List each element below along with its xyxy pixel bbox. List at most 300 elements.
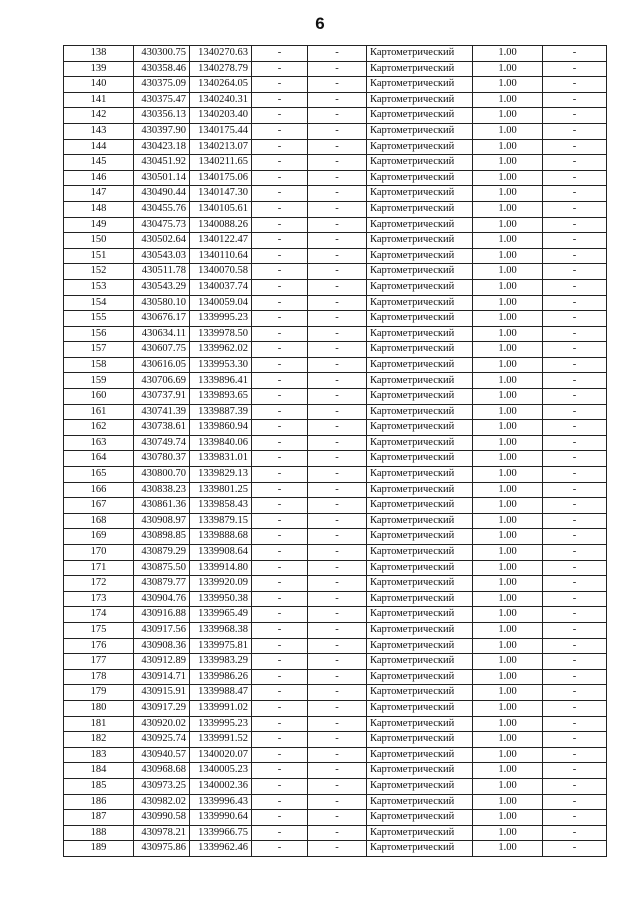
method-cell: Картометрический	[367, 545, 473, 561]
note-cell: -	[543, 576, 607, 592]
note-cell: -	[543, 763, 607, 779]
accuracy-cell: 1.00	[473, 732, 543, 748]
point-number-cell: 145	[64, 155, 134, 171]
y-coordinate-cell: 1340105.61	[190, 201, 252, 217]
dash-cell-2: -	[308, 201, 367, 217]
x-coordinate-cell: 430397.90	[134, 123, 190, 139]
x-coordinate-cell: 430780.37	[134, 451, 190, 467]
point-number-cell: 177	[64, 654, 134, 670]
dash-cell-1: -	[252, 747, 308, 763]
y-coordinate-cell: 1340070.58	[190, 264, 252, 280]
accuracy-cell: 1.00	[473, 264, 543, 280]
note-cell: -	[543, 279, 607, 295]
dash-cell-1: -	[252, 498, 308, 514]
dash-cell-2: -	[308, 482, 367, 498]
y-coordinate-cell: 1340211.65	[190, 155, 252, 171]
accuracy-cell: 1.00	[473, 92, 543, 108]
dash-cell-2: -	[308, 435, 367, 451]
y-coordinate-cell: 1339953.30	[190, 357, 252, 373]
accuracy-cell: 1.00	[473, 607, 543, 623]
x-coordinate-cell: 430990.58	[134, 810, 190, 826]
x-coordinate-cell: 430861.36	[134, 498, 190, 514]
point-number-cell: 186	[64, 794, 134, 810]
dash-cell-2: -	[308, 233, 367, 249]
method-cell: Картометрический	[367, 841, 473, 857]
note-cell: -	[543, 545, 607, 561]
page-number: 6	[315, 14, 325, 33]
accuracy-cell: 1.00	[473, 295, 543, 311]
point-number-cell: 155	[64, 311, 134, 327]
note-cell: -	[543, 451, 607, 467]
method-cell: Картометрический	[367, 622, 473, 638]
method-cell: Картометрический	[367, 155, 473, 171]
method-cell: Картометрический	[367, 763, 473, 779]
point-number-cell: 185	[64, 778, 134, 794]
accuracy-cell: 1.00	[473, 170, 543, 186]
x-coordinate-cell: 430800.70	[134, 467, 190, 483]
accuracy-cell: 1.00	[473, 560, 543, 576]
accuracy-cell: 1.00	[473, 482, 543, 498]
dash-cell-2: -	[308, 591, 367, 607]
note-cell: -	[543, 389, 607, 405]
dash-cell-2: -	[308, 810, 367, 826]
x-coordinate-cell: 430904.76	[134, 591, 190, 607]
table-row	[64, 326, 607, 342]
table-row	[64, 123, 607, 139]
accuracy-cell: 1.00	[473, 108, 543, 124]
table-row	[64, 92, 607, 108]
x-coordinate-cell: 430914.71	[134, 669, 190, 685]
dash-cell-1: -	[252, 248, 308, 264]
dash-cell-1: -	[252, 560, 308, 576]
y-coordinate-cell: 1339896.41	[190, 373, 252, 389]
dash-cell-2: -	[308, 825, 367, 841]
point-number-cell: 187	[64, 810, 134, 826]
method-cell: Картометрический	[367, 700, 473, 716]
x-coordinate-cell: 430375.47	[134, 92, 190, 108]
y-coordinate-cell: 1339858.43	[190, 498, 252, 514]
x-coordinate-cell: 430875.50	[134, 560, 190, 576]
y-coordinate-cell: 1340270.63	[190, 46, 252, 62]
x-coordinate-cell: 430607.75	[134, 342, 190, 358]
method-cell: Картометрический	[367, 638, 473, 654]
dash-cell-2: -	[308, 747, 367, 763]
x-coordinate-cell: 430879.77	[134, 576, 190, 592]
y-coordinate-cell: 1339983.29	[190, 654, 252, 670]
table-row	[64, 217, 607, 233]
y-coordinate-cell: 1339995.23	[190, 311, 252, 327]
x-coordinate-cell: 430982.02	[134, 794, 190, 810]
y-coordinate-cell: 1339887.39	[190, 404, 252, 420]
dash-cell-2: -	[308, 46, 367, 62]
accuracy-cell: 1.00	[473, 451, 543, 467]
accuracy-cell: 1.00	[473, 467, 543, 483]
note-cell: -	[543, 108, 607, 124]
dash-cell-2: -	[308, 373, 367, 389]
dash-cell-1: -	[252, 311, 308, 327]
y-coordinate-cell: 1340020.07	[190, 747, 252, 763]
table-row	[64, 342, 607, 358]
x-coordinate-cell: 430973.25	[134, 778, 190, 794]
x-coordinate-cell: 430879.29	[134, 545, 190, 561]
point-number-cell: 164	[64, 451, 134, 467]
accuracy-cell: 1.00	[473, 700, 543, 716]
note-cell: -	[543, 700, 607, 716]
x-coordinate-cell: 430917.29	[134, 700, 190, 716]
x-coordinate-cell: 430300.75	[134, 46, 190, 62]
table-row	[64, 622, 607, 638]
note-cell: -	[543, 778, 607, 794]
accuracy-cell: 1.00	[473, 420, 543, 436]
dash-cell-2: -	[308, 654, 367, 670]
dash-cell-1: -	[252, 389, 308, 405]
table-row	[64, 716, 607, 732]
x-coordinate-cell: 430423.18	[134, 139, 190, 155]
note-cell: -	[543, 357, 607, 373]
dash-cell-1: -	[252, 513, 308, 529]
point-number-cell: 175	[64, 622, 134, 638]
note-cell: -	[543, 233, 607, 249]
method-cell: Картометрический	[367, 233, 473, 249]
accuracy-cell: 1.00	[473, 201, 543, 217]
y-coordinate-cell: 1339991.52	[190, 732, 252, 748]
accuracy-cell: 1.00	[473, 279, 543, 295]
note-cell: -	[543, 513, 607, 529]
method-cell: Картометрический	[367, 482, 473, 498]
method-cell: Картометрический	[367, 217, 473, 233]
accuracy-cell: 1.00	[473, 435, 543, 451]
point-number-cell: 163	[64, 435, 134, 451]
point-number-cell: 161	[64, 404, 134, 420]
dash-cell-2: -	[308, 77, 367, 93]
table-row	[64, 108, 607, 124]
x-coordinate-cell: 430634.11	[134, 326, 190, 342]
table-row	[64, 264, 607, 280]
x-coordinate-cell: 430543.29	[134, 279, 190, 295]
dash-cell-1: -	[252, 201, 308, 217]
dash-cell-1: -	[252, 420, 308, 436]
dash-cell-1: -	[252, 654, 308, 670]
note-cell: -	[543, 248, 607, 264]
x-coordinate-cell: 430543.03	[134, 248, 190, 264]
method-cell: Картометрический	[367, 279, 473, 295]
method-cell: Картометрический	[367, 92, 473, 108]
y-coordinate-cell: 1339966.75	[190, 825, 252, 841]
dash-cell-1: -	[252, 545, 308, 561]
point-number-cell: 152	[64, 264, 134, 280]
table-row	[64, 732, 607, 748]
coordinates-table	[63, 45, 607, 857]
method-cell: Картометрический	[367, 716, 473, 732]
point-number-cell: 172	[64, 576, 134, 592]
x-coordinate-cell: 430741.39	[134, 404, 190, 420]
y-coordinate-cell: 1339968.38	[190, 622, 252, 638]
note-cell: -	[543, 482, 607, 498]
y-coordinate-cell: 1340264.05	[190, 77, 252, 93]
method-cell: Картометрический	[367, 435, 473, 451]
method-cell: Картометрический	[367, 373, 473, 389]
table-row	[64, 467, 607, 483]
table-row	[64, 841, 607, 857]
point-number-cell: 147	[64, 186, 134, 202]
y-coordinate-cell: 1339829.13	[190, 467, 252, 483]
method-cell: Картометрический	[367, 123, 473, 139]
method-cell: Картометрический	[367, 108, 473, 124]
table-row	[64, 591, 607, 607]
table-row	[64, 279, 607, 295]
method-cell: Картометрический	[367, 794, 473, 810]
method-cell: Картометрический	[367, 747, 473, 763]
table-row	[64, 669, 607, 685]
x-coordinate-cell: 430455.76	[134, 201, 190, 217]
table-row	[64, 435, 607, 451]
table-row	[64, 77, 607, 93]
note-cell: -	[543, 373, 607, 389]
accuracy-cell: 1.00	[473, 763, 543, 779]
table-row	[64, 373, 607, 389]
y-coordinate-cell: 1340037.74	[190, 279, 252, 295]
dash-cell-1: -	[252, 482, 308, 498]
dash-cell-1: -	[252, 810, 308, 826]
table-row	[64, 295, 607, 311]
dash-cell-1: -	[252, 373, 308, 389]
x-coordinate-cell: 430490.44	[134, 186, 190, 202]
dash-cell-1: -	[252, 825, 308, 841]
point-number-cell: 154	[64, 295, 134, 311]
note-cell: -	[543, 498, 607, 514]
accuracy-cell: 1.00	[473, 545, 543, 561]
x-coordinate-cell: 430580.10	[134, 295, 190, 311]
point-number-cell: 173	[64, 591, 134, 607]
dash-cell-2: -	[308, 311, 367, 327]
method-cell: Картометрический	[367, 825, 473, 841]
point-number-cell: 169	[64, 529, 134, 545]
y-coordinate-cell: 1339996.43	[190, 794, 252, 810]
x-coordinate-cell: 430475.73	[134, 217, 190, 233]
method-cell: Картометрический	[367, 451, 473, 467]
dash-cell-2: -	[308, 155, 367, 171]
table-row	[64, 810, 607, 826]
y-coordinate-cell: 1340240.31	[190, 92, 252, 108]
y-coordinate-cell: 1340110.64	[190, 248, 252, 264]
dash-cell-2: -	[308, 108, 367, 124]
method-cell: Картометрический	[367, 295, 473, 311]
table-row	[64, 513, 607, 529]
dash-cell-2: -	[308, 357, 367, 373]
point-number-cell: 138	[64, 46, 134, 62]
accuracy-cell: 1.00	[473, 389, 543, 405]
method-cell: Картометрический	[367, 685, 473, 701]
accuracy-cell: 1.00	[473, 233, 543, 249]
y-coordinate-cell: 1339986.26	[190, 669, 252, 685]
dash-cell-2: -	[308, 451, 367, 467]
dash-cell-1: -	[252, 92, 308, 108]
method-cell: Картометрический	[367, 264, 473, 280]
accuracy-cell: 1.00	[473, 794, 543, 810]
dash-cell-2: -	[308, 669, 367, 685]
method-cell: Картометрический	[367, 61, 473, 77]
dash-cell-1: -	[252, 607, 308, 623]
point-number-cell: 151	[64, 248, 134, 264]
dash-cell-1: -	[252, 77, 308, 93]
dash-cell-2: -	[308, 61, 367, 77]
dash-cell-2: -	[308, 264, 367, 280]
x-coordinate-cell: 430978.21	[134, 825, 190, 841]
accuracy-cell: 1.00	[473, 186, 543, 202]
dash-cell-1: -	[252, 46, 308, 62]
y-coordinate-cell: 1339991.02	[190, 700, 252, 716]
table-row	[64, 747, 607, 763]
dash-cell-2: -	[308, 279, 367, 295]
y-coordinate-cell: 1339962.46	[190, 841, 252, 857]
accuracy-cell: 1.00	[473, 46, 543, 62]
accuracy-cell: 1.00	[473, 841, 543, 857]
note-cell: -	[543, 435, 607, 451]
table-row	[64, 825, 607, 841]
dash-cell-2: -	[308, 716, 367, 732]
y-coordinate-cell: 1340147.30	[190, 186, 252, 202]
dash-cell-1: -	[252, 763, 308, 779]
y-coordinate-cell: 1339840.06	[190, 435, 252, 451]
table-row	[64, 46, 607, 62]
x-coordinate-cell: 430511.78	[134, 264, 190, 280]
x-coordinate-cell: 430501.14	[134, 170, 190, 186]
note-cell: -	[543, 404, 607, 420]
y-coordinate-cell: 1340088.26	[190, 217, 252, 233]
dash-cell-2: -	[308, 123, 367, 139]
method-cell: Картометрический	[367, 186, 473, 202]
accuracy-cell: 1.00	[473, 404, 543, 420]
note-cell: -	[543, 467, 607, 483]
y-coordinate-cell: 1339914.80	[190, 560, 252, 576]
y-coordinate-cell: 1340122.47	[190, 233, 252, 249]
accuracy-cell: 1.00	[473, 825, 543, 841]
point-number-cell: 160	[64, 389, 134, 405]
method-cell: Картометрический	[367, 467, 473, 483]
x-coordinate-cell: 430738.61	[134, 420, 190, 436]
dash-cell-1: -	[252, 357, 308, 373]
point-number-cell: 162	[64, 420, 134, 436]
table-row	[64, 139, 607, 155]
dash-cell-2: -	[308, 389, 367, 405]
accuracy-cell: 1.00	[473, 622, 543, 638]
table-row	[64, 170, 607, 186]
point-number-cell: 144	[64, 139, 134, 155]
note-cell: -	[543, 669, 607, 685]
method-cell: Картометрический	[367, 576, 473, 592]
dash-cell-1: -	[252, 155, 308, 171]
x-coordinate-cell: 430749.74	[134, 435, 190, 451]
note-cell: -	[543, 217, 607, 233]
note-cell: -	[543, 685, 607, 701]
method-cell: Картометрический	[367, 669, 473, 685]
table-row	[64, 685, 607, 701]
note-cell: -	[543, 139, 607, 155]
dash-cell-1: -	[252, 170, 308, 186]
dash-cell-1: -	[252, 451, 308, 467]
y-coordinate-cell: 1340175.06	[190, 170, 252, 186]
y-coordinate-cell: 1339920.09	[190, 576, 252, 592]
dash-cell-1: -	[252, 716, 308, 732]
point-number-cell: 158	[64, 357, 134, 373]
note-cell: -	[543, 186, 607, 202]
note-cell: -	[543, 654, 607, 670]
dash-cell-2: -	[308, 576, 367, 592]
dash-cell-2: -	[308, 794, 367, 810]
y-coordinate-cell: 1339990.64	[190, 810, 252, 826]
accuracy-cell: 1.00	[473, 217, 543, 233]
accuracy-cell: 1.00	[473, 139, 543, 155]
dash-cell-2: -	[308, 685, 367, 701]
dash-cell-2: -	[308, 763, 367, 779]
method-cell: Картометрический	[367, 389, 473, 405]
accuracy-cell: 1.00	[473, 155, 543, 171]
y-coordinate-cell: 1340005.23	[190, 763, 252, 779]
y-coordinate-cell: 1339962.02	[190, 342, 252, 358]
x-coordinate-cell: 430375.09	[134, 77, 190, 93]
method-cell: Картометрический	[367, 326, 473, 342]
point-number-cell: 179	[64, 685, 134, 701]
table-row	[64, 576, 607, 592]
table-row	[64, 201, 607, 217]
point-number-cell: 153	[64, 279, 134, 295]
point-number-cell: 174	[64, 607, 134, 623]
method-cell: Картометрический	[367, 498, 473, 514]
point-number-cell: 168	[64, 513, 134, 529]
x-coordinate-cell: 430706.69	[134, 373, 190, 389]
x-coordinate-cell: 430502.64	[134, 233, 190, 249]
dash-cell-2: -	[308, 498, 367, 514]
y-coordinate-cell: 1339975.81	[190, 638, 252, 654]
note-cell: -	[543, 77, 607, 93]
accuracy-cell: 1.00	[473, 747, 543, 763]
accuracy-cell: 1.00	[473, 498, 543, 514]
y-coordinate-cell: 1339888.68	[190, 529, 252, 545]
point-number-cell: 146	[64, 170, 134, 186]
x-coordinate-cell: 430737.91	[134, 389, 190, 405]
method-cell: Картометрический	[367, 732, 473, 748]
note-cell: -	[543, 170, 607, 186]
note-cell: -	[543, 732, 607, 748]
dash-cell-1: -	[252, 529, 308, 545]
note-cell: -	[543, 264, 607, 280]
y-coordinate-cell: 1339860.94	[190, 420, 252, 436]
table-row	[64, 545, 607, 561]
dash-cell-1: -	[252, 700, 308, 716]
point-number-cell: 167	[64, 498, 134, 514]
dash-cell-2: -	[308, 420, 367, 436]
table-row	[64, 638, 607, 654]
note-cell: -	[543, 295, 607, 311]
dash-cell-1: -	[252, 404, 308, 420]
dash-cell-1: -	[252, 279, 308, 295]
accuracy-cell: 1.00	[473, 591, 543, 607]
point-number-cell: 149	[64, 217, 134, 233]
point-number-cell: 189	[64, 841, 134, 857]
table-row	[64, 763, 607, 779]
dash-cell-1: -	[252, 342, 308, 358]
dash-cell-2: -	[308, 545, 367, 561]
note-cell: -	[543, 794, 607, 810]
dash-cell-1: -	[252, 576, 308, 592]
method-cell: Картометрический	[367, 342, 473, 358]
note-cell: -	[543, 155, 607, 171]
y-coordinate-cell: 1340059.04	[190, 295, 252, 311]
dash-cell-2: -	[308, 186, 367, 202]
table-row	[64, 498, 607, 514]
point-number-cell: 157	[64, 342, 134, 358]
accuracy-cell: 1.00	[473, 326, 543, 342]
